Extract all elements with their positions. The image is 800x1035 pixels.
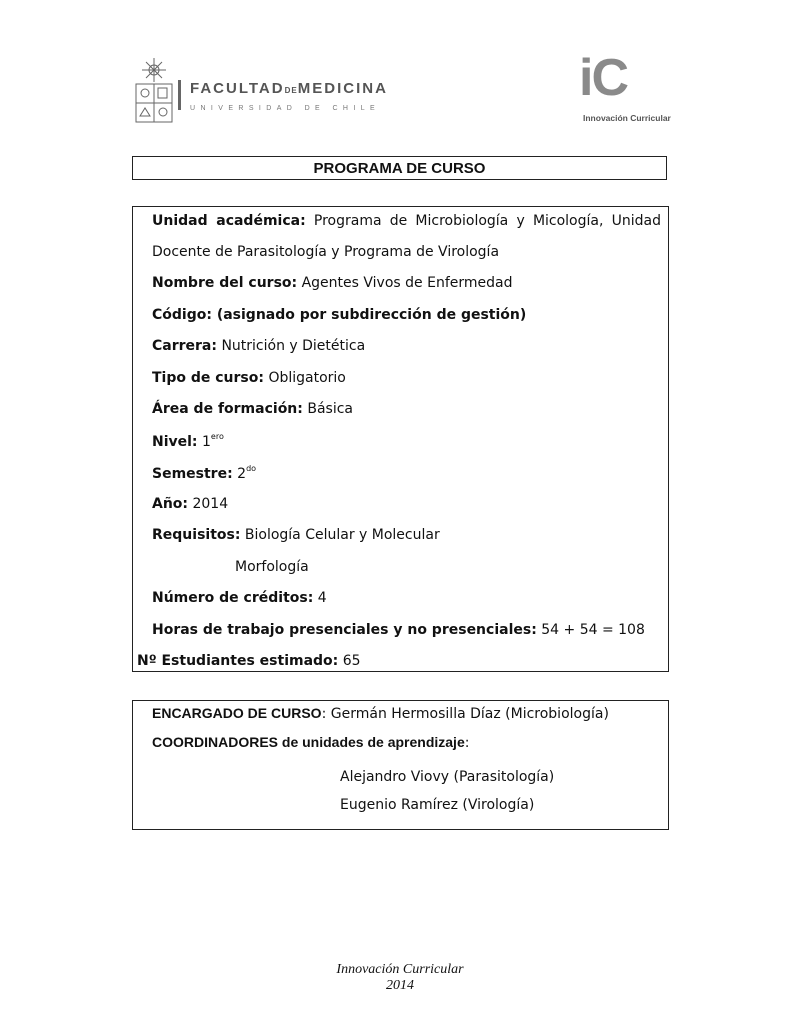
- title-box: [132, 156, 667, 180]
- unidad-row-2: [152, 244, 499, 260]
- nivel-sup: ero: [210, 432, 224, 441]
- coordinadores-label: COORDINADORES de unidades de aprendizaje: [152, 734, 465, 750]
- tipo-row: [152, 370, 346, 386]
- carrera-row: [152, 338, 365, 354]
- coordinator-item: [340, 797, 534, 813]
- unidad-value-2: Docente de Parasitología y Programa de Virología: [152, 244, 500, 260]
- area-row: [152, 401, 353, 417]
- anio-value: 2014: [192, 496, 229, 512]
- horas-label: Horas de trabajo presenciales y no presenciales:: [152, 622, 537, 638]
- coordinator-1: Alejandro Viovy (Parasitología): [340, 769, 555, 785]
- university-name: UNIVERSIDAD DE CHILE: [190, 105, 381, 112]
- carrera-value: Nutrición y Dietética: [221, 338, 366, 354]
- unidad-label: Unidad académica:: [152, 213, 306, 229]
- page-title: PROGRAMA DE CURSO: [313, 160, 486, 177]
- creditos-value: 4: [317, 590, 327, 606]
- ic-logo-text: iC: [579, 49, 627, 107]
- requisitos-value-1: Biología Celular y Molecular: [244, 527, 440, 543]
- coordinadores-row: COORDINADORES de unidades de aprendizaje:: [152, 734, 470, 751]
- faculty-name: FACULTADDEMEDICINA: [190, 80, 388, 97]
- estudiantes-row: [137, 653, 361, 669]
- course-info-box: [132, 206, 669, 672]
- encargado-label: ENCARGADO DE CURSO: [152, 705, 322, 721]
- tipo-label: Tipo de curso:: [152, 370, 264, 386]
- logo-divider: [178, 80, 181, 110]
- requisitos-row: [152, 527, 440, 543]
- nivel-label: Nivel:: [152, 434, 198, 450]
- encargado-box: [132, 700, 669, 830]
- coordinator-2: Eugenio Ramírez (Virología): [340, 797, 535, 813]
- footer-line-2: 2014: [386, 978, 414, 993]
- carrera-label: Carrera:: [152, 338, 217, 354]
- area-label: Área de formación:: [152, 401, 303, 417]
- horas-value: 54 + 54 = 108: [541, 622, 645, 638]
- creditos-label: Número de créditos:: [152, 590, 314, 606]
- nivel-value: 1: [202, 434, 211, 450]
- nombre-row: [152, 275, 512, 291]
- estudiantes-label: Nº Estudiantes estimado:: [137, 653, 339, 669]
- unidad-value-1: Programa de Microbiología y Micología, Unidad: [313, 213, 661, 229]
- footer: [0, 962, 800, 994]
- anio-label: Año:: [152, 496, 189, 512]
- area-value: Básica: [307, 401, 353, 417]
- tipo-value: Obligatorio: [268, 370, 346, 386]
- semestre-label: Semestre:: [152, 466, 233, 482]
- requisitos-value-2: Morfología: [235, 559, 309, 575]
- nivel-row: [152, 432, 224, 450]
- estudiantes-value: 65: [342, 653, 361, 669]
- semestre-row: [152, 464, 256, 482]
- faculty-logo: [132, 58, 388, 128]
- horas-row: [152, 622, 645, 638]
- university-crest-icon: [132, 58, 178, 128]
- unidad-row: [152, 213, 661, 229]
- semestre-value: 2: [237, 466, 247, 482]
- codigo-label: Código: (asignado por subdirección de gestión): [152, 307, 527, 323]
- creditos-row: [152, 590, 327, 606]
- requisitos-label: Requisitos:: [152, 527, 241, 543]
- semestre-sup: do: [246, 464, 257, 473]
- ic-logo-subtitle: Innovación Curricular: [583, 113, 671, 123]
- innovacion-curricular-logo: [575, 49, 671, 128]
- encargado-value: Germán Hermosilla Díaz (Microbiología): [330, 706, 609, 722]
- anio-row: [152, 496, 228, 512]
- nombre-value: Agentes Vivos de Enfermedad: [301, 275, 513, 291]
- nombre-label: Nombre del curso:: [152, 275, 298, 291]
- coordinator-item: [340, 769, 554, 785]
- encargado-row: ENCARGADO DE CURSO: Germán Hermosilla Díaz (Microbiología): [152, 705, 609, 722]
- footer-line-1: Innovación Curricular: [336, 962, 464, 977]
- codigo-row: [152, 307, 526, 323]
- requisitos-row-2: [235, 559, 309, 575]
